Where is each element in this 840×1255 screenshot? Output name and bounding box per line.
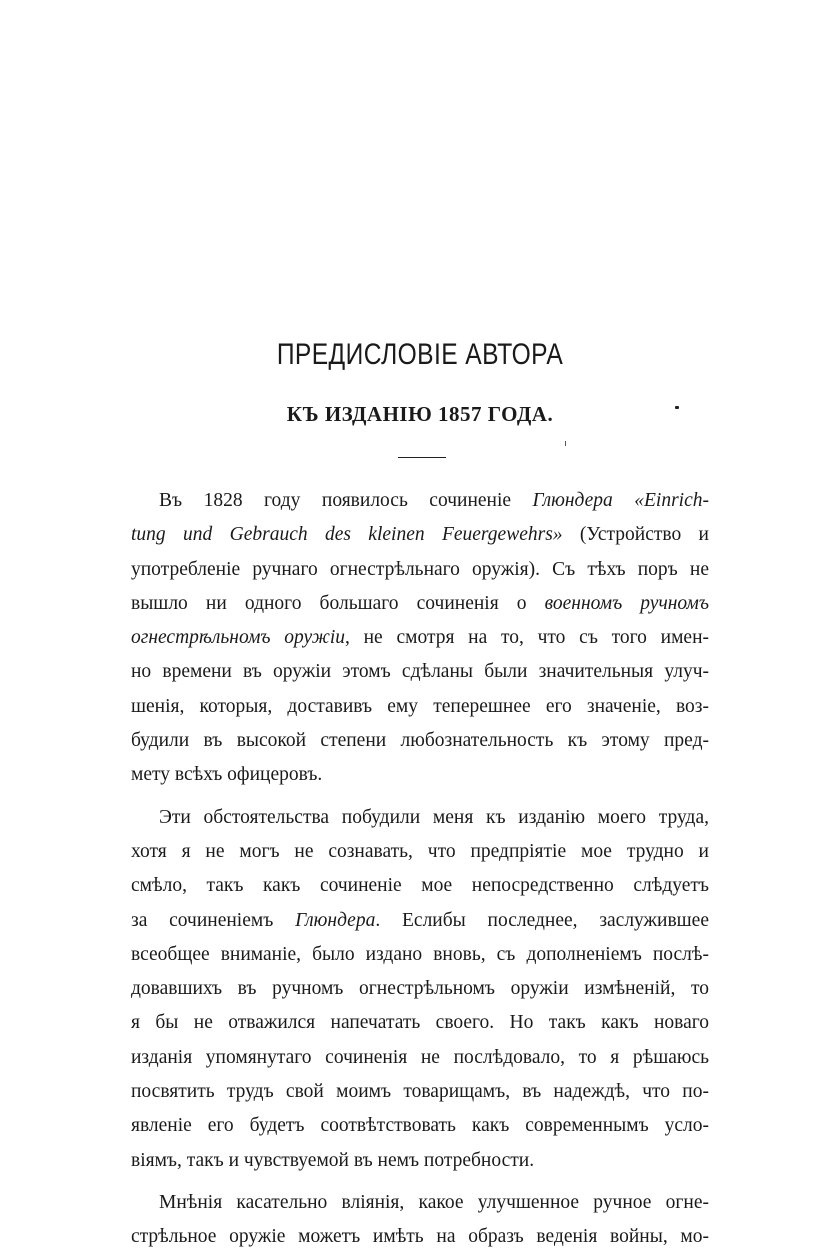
text-line: явленiе его будетъ соотвѣтствовать какъ современнымъ усло- (131, 1115, 709, 1137)
italic-text: Глюндера «Einrich- (532, 490, 709, 511)
body-text (131, 484, 709, 1255)
text-line: изданiя упомянутаго сочиненiя не послѣдовало, то я рѣшаюсь (131, 1046, 709, 1068)
text-line: Мнѣнiя касательно влiянiя, какое улучшенное ручное огне- (159, 1191, 709, 1213)
text-line: посвятить трудъ свой моимъ товарищамъ, въ надеждѣ, что по- (131, 1081, 709, 1103)
paragraph (131, 801, 709, 1178)
text-line: за сочиненiемъ Глюндера. Еслибы последнее, заслужившее (131, 909, 709, 931)
italic-text: военномъ ручномъ (544, 592, 709, 614)
text-line: хотя я не могъ не сознавать, что предпрiятiе мое трудно и (131, 840, 709, 862)
text-line: вышло ни одного большаго сочиненiя о военномъ ручномъ (131, 592, 709, 614)
text-line: но времени въ оружiи этомъ сдѣланы были значительныя улуч- (131, 661, 709, 683)
paragraph-gap (131, 1178, 709, 1186)
print-speck (675, 406, 679, 409)
text-line: вiямъ, такъ и чувствуемой въ немъ потребности. (131, 1149, 535, 1171)
text-line: употребленiе ручнаго огнестрѣльнаго оружiя). Съ тѣхъ поръ не (131, 558, 709, 580)
italic-text: tung und Gebrauch des kleinen Feuergewehrs» (131, 524, 563, 546)
print-speck (565, 441, 566, 446)
text-line: огнестрѣльномъ оружiи, не смотря на то, что съ того имен- (131, 627, 710, 649)
page-title: ПРЕДИСЛОВIЕ АВТОРА (276, 338, 564, 371)
italic-text: огнестрѣльномъ оружiи (131, 627, 346, 649)
text-line: tung und Gebrauch des kleinen Feuergewehrs» (Устройство и (131, 524, 709, 546)
text-line: смѣло, такъ какъ сочиненiе мое непосредственно слѣдуетъ (131, 875, 709, 897)
text-line: стрѣльное оружiе можетъ имѣть на образъ веденiя войны, мо- (131, 1226, 709, 1248)
text-line: Въ 1828 году появилось сочиненiе Глюндера «Einrich- (159, 490, 709, 511)
italic-text: Глюндера (295, 909, 376, 931)
paragraph (131, 1186, 709, 1255)
page-subtitle: КЪ ИЗДАНIЮ 1857 ГОДА. (286, 402, 554, 426)
text-line: шенiя, которыя, доставивъ ему теперешнее его значенiе, воз- (131, 695, 709, 717)
text-line: будили въ высокой степени любознательность къ этому пред- (131, 730, 709, 752)
text-line: довавшихъ въ ручномъ огнестрѣльномъ оружiи измѣненiй, то (131, 978, 709, 1000)
paragraph-gap (131, 793, 709, 801)
text-line: я бы не отважился напечатать своего. Но такъ какъ новаго (131, 1012, 709, 1034)
text-line: всеобщее вниманiе, было издано вновь, съ дополненiемъ послѣ- (131, 943, 709, 965)
paragraph (131, 484, 709, 793)
title-divider (398, 457, 446, 458)
text-line: мету всѣхъ офицеровъ. (131, 764, 323, 786)
text-line: Эти обстоятельства побудили меня къ изданiю моего труда, (159, 806, 709, 828)
